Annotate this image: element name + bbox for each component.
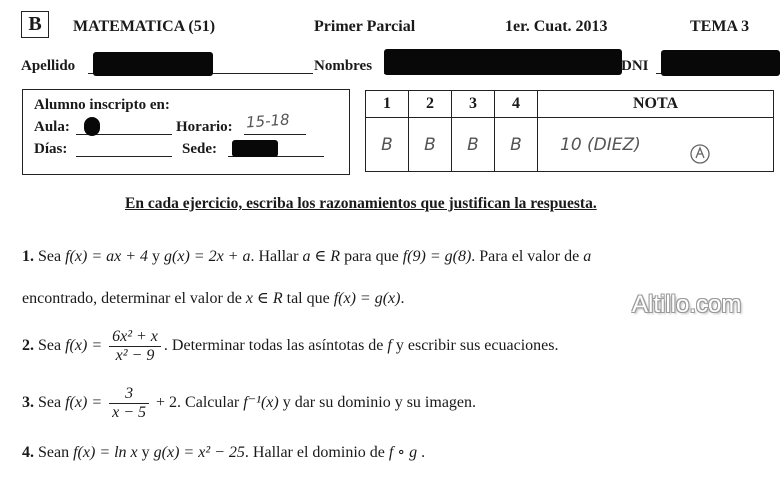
tema-letter-box: B xyxy=(21,11,49,38)
redaction-dni xyxy=(661,50,780,76)
subject-title: MATEMATICA (51) xyxy=(73,18,216,35)
exercise-4-number: 4. xyxy=(22,444,34,461)
exercise-4-hallar: . Hallar el dominio de xyxy=(244,444,385,461)
exercise-3 xyxy=(22,385,476,422)
exercise-1 xyxy=(22,246,591,266)
exercise-1-equation: f(9) = g(8) xyxy=(402,248,472,265)
exercise-2-numerator: 6x² + x xyxy=(109,328,161,347)
grade-header-2: 2 xyxy=(409,91,452,118)
horario-label: Horario: xyxy=(176,119,233,135)
exercise-3-calcular: . Calcular xyxy=(177,394,240,412)
exercise-4-text: Sean xyxy=(38,444,70,461)
exercise-2-number: 2. xyxy=(22,337,34,355)
exercise-1-tal-que: tal que xyxy=(286,290,330,307)
grade-header-4: 4 xyxy=(495,91,538,118)
exercise-1-text: Sea xyxy=(38,248,62,265)
exercise-2-f: f xyxy=(387,337,392,355)
initials-mark-icon xyxy=(688,142,712,166)
grade-values-row xyxy=(366,118,774,172)
exercise-2-asintotas: . Determinar todas las asíntotas de xyxy=(163,337,384,355)
redaction-nombres xyxy=(384,49,622,75)
exercise-1-g: g(x) = 2x + a xyxy=(164,248,251,265)
exercise-4-composition: f ∘ g xyxy=(388,444,418,461)
grade-nota-value: 10 (DIEZ) xyxy=(560,134,641,155)
grade-table xyxy=(365,90,774,172)
enrollment-title: Alumno inscripto en: xyxy=(34,97,170,113)
exercise-2-lhs: f(x) = xyxy=(65,337,103,355)
exercise-2-denominator: x² − 9 xyxy=(115,347,155,364)
dias-label: Días: xyxy=(34,141,68,157)
exercise-1-line2-text: encontrado, determinar el valor de xyxy=(22,290,242,307)
grade-mark-3: B xyxy=(452,118,495,172)
exercise-3-denominator: x − 5 xyxy=(112,404,147,421)
exercise-3-plus: + 2 xyxy=(156,394,178,412)
exercise-3-text: Sea xyxy=(38,394,62,412)
exercise-3-inverse: f⁻¹(x) xyxy=(243,394,279,412)
nombres-label: Nombres xyxy=(314,58,373,74)
tema-label: TEMA 3 xyxy=(690,18,750,35)
exercise-1-end: . xyxy=(400,290,405,307)
exercise-1-condition: a ∈ R xyxy=(302,248,341,265)
exercise-4-g: g(x) = x² − 25 xyxy=(153,444,245,461)
sede-label: Sede: xyxy=(182,141,217,157)
exercise-1-var: a xyxy=(583,248,592,265)
exercise-2-rest: y escribir sus ecuaciones. xyxy=(395,337,559,355)
grade-mark-1: B xyxy=(366,118,409,172)
period-label: 1er. Cuat. 2013 xyxy=(505,18,608,35)
grade-header-1: 1 xyxy=(366,91,409,118)
exercise-4-and: y xyxy=(141,444,150,461)
redaction-aula xyxy=(84,117,100,136)
exam-title: Primer Parcial xyxy=(314,18,416,35)
exercise-1-line-2 xyxy=(22,288,404,308)
exercise-2-fraction xyxy=(109,328,161,365)
exercise-4-end: . xyxy=(421,444,426,461)
grade-mark-2: B xyxy=(409,118,452,172)
exercise-3-number: 3. xyxy=(22,394,34,412)
dni-label: DNI xyxy=(621,58,649,74)
exercise-1-condition-2: x ∈ R xyxy=(245,290,283,307)
exercise-3-lhs: f(x) = xyxy=(65,394,103,412)
aula-label: Aula: xyxy=(34,119,70,135)
redaction-apellido xyxy=(93,52,213,76)
grade-nota-cell xyxy=(538,118,774,172)
exercise-3-numerator: 3 xyxy=(109,385,149,404)
grade-header-row xyxy=(366,91,774,118)
grade-header-3: 3 xyxy=(452,91,495,118)
exercise-1-equation-2: f(x) = g(x) xyxy=(333,290,401,307)
exercise-3-fraction xyxy=(109,385,149,422)
exercise-1-f: f(x) = ax + 4 xyxy=(65,248,149,265)
exercise-1-and: y xyxy=(152,248,161,265)
exercise-4 xyxy=(22,442,425,462)
dias-line xyxy=(76,156,172,157)
horario-handwritten: 15-18 xyxy=(245,110,291,132)
redaction-sede xyxy=(232,140,278,157)
watermark: Altillo.com xyxy=(632,291,742,318)
instructions: En cada ejercicio, escriba los razonamientos que justifican la respuesta. xyxy=(125,195,597,212)
exercise-3-rest: y dar su dominio y su imagen. xyxy=(282,394,477,412)
grade-mark-4: B xyxy=(495,118,538,172)
exercise-1-para: para que xyxy=(344,248,399,265)
exercise-4-f: f(x) = ln x xyxy=(73,444,138,461)
exercise-1-hallar: . Hallar xyxy=(250,248,299,265)
exercise-1-number: 1. xyxy=(22,248,34,265)
grade-header-nota: NOTA xyxy=(538,91,774,118)
exercise-2-text: Sea xyxy=(38,337,62,355)
horario-line xyxy=(244,134,306,135)
exercise-1-valor: . Para el valor de xyxy=(471,248,580,265)
exercise-2 xyxy=(22,328,558,365)
apellido-label: Apellido xyxy=(21,58,76,74)
